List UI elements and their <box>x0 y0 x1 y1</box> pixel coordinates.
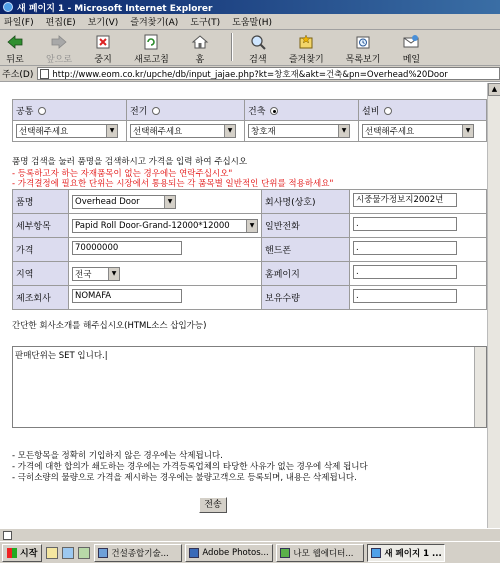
menu-help[interactable]: 도움말(H) <box>232 18 273 28</box>
category-building-label: 건축 <box>248 106 266 117</box>
company-input[interactable]: 시중물가정보지2002년 <box>353 193 457 207</box>
stock-input[interactable]: . <box>353 289 457 303</box>
mail-button[interactable]: 메일 <box>402 33 420 65</box>
menu-edit[interactable]: 편집(E) <box>45 18 76 28</box>
product-label: 품명 <box>13 190 69 214</box>
intro-text: 판매단위는 SET 입니다.| <box>15 351 108 361</box>
dropdown-arrow-icon: ▼ <box>108 268 119 280</box>
guide-warning-1: - 등록하고자 하는 자재품목이 없는 경우에는 연락주십시오" <box>12 169 233 179</box>
category-common-cell <box>13 100 127 121</box>
price-label: 가격 <box>13 238 69 262</box>
category-table <box>12 99 487 142</box>
dropdown-arrow-icon: ▼ <box>164 196 175 208</box>
search-button[interactable]: 검색 <box>249 33 267 65</box>
category-select-row <box>13 121 487 142</box>
search-icon <box>249 33 267 51</box>
category-building-radio[interactable] <box>270 107 278 115</box>
product-form-table <box>12 189 487 310</box>
address-bar <box>0 66 500 82</box>
homepage-label: 홈페이지 <box>262 262 350 286</box>
form-row-price <box>13 238 487 262</box>
category-common-select[interactable]: 선택해주세요 ▼ <box>16 124 118 138</box>
intro-textarea[interactable] <box>12 346 487 428</box>
maker-label: 제조회사 <box>13 286 69 310</box>
quicklaunch-ie-icon[interactable] <box>62 547 74 559</box>
page-content <box>0 83 487 528</box>
guide-warning-2: - 가격결정에 필요한 단위는 시장에서 통용되는 각 품목별 일반적인 단위를 적용하세요" <box>12 179 334 189</box>
category-radio-row <box>13 100 487 121</box>
page-status-icon <box>3 531 12 540</box>
category-building-cell <box>245 100 359 121</box>
menu-file[interactable]: 파일(F) <box>4 18 34 28</box>
taskbar <box>0 541 500 563</box>
detail-label: 세부항목 <box>13 214 69 238</box>
namo-icon <box>280 548 290 558</box>
category-equipment-label: 설비 <box>362 106 380 117</box>
textarea-scrollbar[interactable] <box>474 347 486 427</box>
price-input[interactable]: 70000000 <box>72 241 182 255</box>
dropdown-arrow-icon: ▼ <box>224 125 235 137</box>
region-label: 지역 <box>13 262 69 286</box>
region-select[interactable]: 전국 ▼ <box>72 267 120 281</box>
address-input[interactable] <box>37 67 500 80</box>
toolbar-separator <box>231 33 233 61</box>
phone-input[interactable]: . <box>353 217 457 231</box>
submit-button[interactable]: 전송 <box>199 497 227 513</box>
stop-button[interactable]: 중지 <box>94 33 112 65</box>
photoshop-icon <box>189 548 199 558</box>
dropdown-arrow-icon: ▼ <box>106 125 117 137</box>
phone-label: 일반전화 <box>262 214 350 238</box>
menu-bar <box>0 14 500 30</box>
category-equipment-radio[interactable] <box>384 107 392 115</box>
title-bar <box>0 0 500 14</box>
menu-view[interactable]: 보기(V) <box>87 18 119 28</box>
dropdown-arrow-icon: ▼ <box>462 125 473 137</box>
stock-label: 보유수량 <box>262 286 350 310</box>
form-row-detail <box>13 214 487 238</box>
scroll-up-icon[interactable]: ▲ <box>488 83 500 96</box>
menu-favorites[interactable]: 즐겨찾기(A) <box>130 18 179 28</box>
detail-select[interactable]: Papid Roll Door-Grand-12000*12000 ▼ <box>72 219 258 233</box>
refresh-button[interactable]: 새로고침 <box>134 33 169 65</box>
page-icon <box>40 69 49 79</box>
quicklaunch-app-icon[interactable] <box>78 547 90 559</box>
intro-label: 간단한 회사소개를 해주십시오(HTML소스 삽입가능) <box>12 321 207 331</box>
mail-icon <box>402 33 420 51</box>
home-icon <box>191 33 209 51</box>
note-item: - 모든항목을 정확히 기입하지 않은 경우에는 삭제됩니다. <box>12 451 223 461</box>
category-electric-label: 전기 <box>130 106 148 117</box>
ie-icon <box>371 548 381 558</box>
form-row-maker <box>13 286 487 310</box>
forward-button[interactable]: 앞으로 <box>46 33 72 65</box>
product-select[interactable]: Overhead Door ▼ <box>72 195 176 209</box>
status-bar <box>0 528 500 541</box>
guide-text: 품명 검색을 눌러 품명을 검색하시고 가격을 입력 하여 주십시오 <box>12 157 248 167</box>
address-url: http://www.eom.co.kr/upche/db/input_jajae.php?kt=창호재&akt=건축&pn=Overhead%20Door <box>52 69 448 80</box>
back-button[interactable]: 뒤로 <box>6 33 24 65</box>
stop-icon <box>94 33 112 51</box>
category-electric-cell <box>127 100 245 121</box>
refresh-icon <box>142 33 160 51</box>
quicklaunch-desktop-icon[interactable] <box>46 547 58 559</box>
category-building-select[interactable]: 창호재 ▼ <box>248 124 350 138</box>
task-button-namo[interactable]: 나모 웹에디터... <box>276 544 364 562</box>
form-row-product <box>13 190 487 214</box>
mobile-input[interactable]: . <box>353 241 457 255</box>
windows-logo-icon <box>7 548 17 558</box>
category-common-label: 공통 <box>16 106 34 117</box>
home-button[interactable]: 홈 <box>191 33 209 65</box>
category-equipment-select[interactable]: 선택해주세요 ▼ <box>362 124 474 138</box>
favorites-button[interactable]: 즐겨찾기 <box>289 33 324 65</box>
form-row-region <box>13 262 487 286</box>
task-button-photoshop[interactable]: Adobe Photos... <box>185 544 273 562</box>
task-button-construction[interactable]: 건설종합기술... <box>94 544 182 562</box>
category-equipment-cell <box>359 100 487 121</box>
note-item: - 극히소량의 물량으로 가격을 제시하는 경우에는 불량고객으로 등록되며, 내용은 삭제됩니다. <box>12 473 357 483</box>
note-item: - 가격에 대한 합의가 쇄도하는 경우에는 가격등록업체의 타당한 사유가 없는 경우에 삭제 됩니다 <box>12 462 368 472</box>
maker-input[interactable]: NOMAFA <box>72 289 182 303</box>
back-arrow-icon <box>6 33 24 51</box>
menu-tools[interactable]: 도구(T) <box>190 18 221 28</box>
ie-icon <box>3 2 13 12</box>
dropdown-arrow-icon: ▼ <box>338 125 349 137</box>
task-button-ie[interactable]: 새 페이지 1 ... <box>367 544 445 562</box>
homepage-input[interactable]: . <box>353 265 457 279</box>
dropdown-arrow-icon: ▼ <box>246 220 257 232</box>
window-title: 새 페이지 1 - Microsoft Internet Explorer <box>17 3 213 14</box>
category-electric-radio[interactable] <box>152 107 160 115</box>
category-electric-select[interactable]: 선택해주세요 ▼ <box>130 124 236 138</box>
category-common-radio[interactable] <box>38 107 46 115</box>
notes <box>12 451 368 484</box>
page-scrollbar[interactable] <box>487 83 500 528</box>
history-icon <box>354 33 372 51</box>
start-button[interactable]: 시작 <box>2 544 42 562</box>
address-label: 주소(D) <box>2 70 34 80</box>
forward-arrow-icon <box>50 33 68 51</box>
toolbar <box>0 30 500 66</box>
history-button[interactable]: 목록보기 <box>346 33 381 65</box>
favorites-icon <box>297 33 315 51</box>
window-icon <box>98 548 108 558</box>
company-label: 회사명(상호) <box>262 190 350 214</box>
mobile-label: 핸드폰 <box>262 238 350 262</box>
